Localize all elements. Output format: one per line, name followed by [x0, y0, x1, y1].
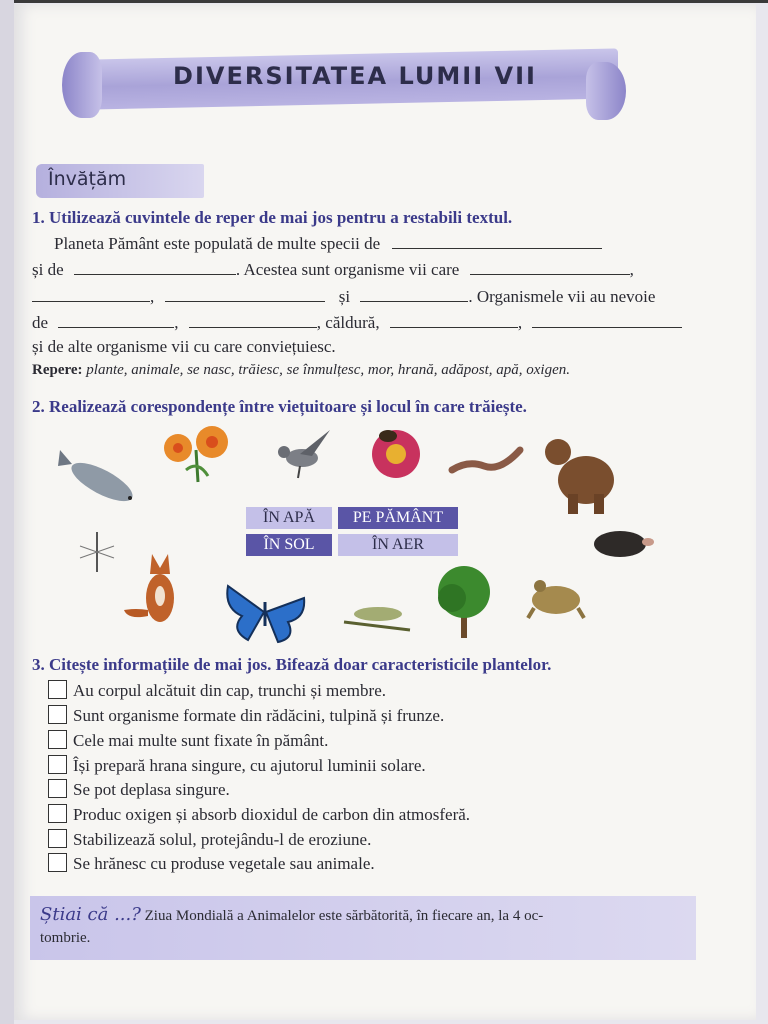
section-tab-label: Învățăm — [48, 168, 127, 190]
fill-blank[interactable] — [390, 313, 518, 328]
checklist-item — [48, 755, 426, 776]
checklist-item-label: Stabilizează solul, protejându-l de eroziune. — [73, 830, 372, 849]
q1-line-2 — [32, 260, 634, 280]
mosquito-icon[interactable] — [76, 528, 118, 576]
checkbox[interactable] — [48, 755, 67, 774]
fact-body-2: tombrie. — [40, 930, 91, 946]
q1-text: . Organismele vii au nevoie — [468, 287, 656, 306]
checklist-item — [48, 853, 375, 874]
checkbox[interactable] — [48, 779, 67, 798]
banner-curl-left — [62, 52, 102, 118]
q1-text: de — [32, 313, 49, 332]
fill-blank[interactable] — [470, 260, 630, 275]
fox-icon[interactable] — [122, 550, 186, 628]
q1-text: și — [338, 287, 351, 306]
checklist-item-label: Își prepară hrana singure, cu ajutorul luminii solare. — [73, 756, 426, 775]
checklist-item-label: Cele mai multe sunt fixate în pământ. — [73, 731, 329, 750]
q3-heading: 3. Citește informațiile de mai jos. Bifează doar caracteristicile plantelor. — [32, 655, 552, 674]
label-in-aer[interactable]: ÎN AER — [338, 534, 458, 556]
q1-text: , — [517, 313, 523, 332]
q1-text: Planeta Pământ este populată de multe specii de — [54, 234, 381, 253]
checklist-item — [48, 730, 328, 751]
checklist-item — [48, 705, 444, 726]
checklist-item — [48, 680, 386, 701]
checklist-item-label: Au corpul alcătuit din cap, trunchi și membre. — [73, 681, 386, 700]
fill-blank[interactable] — [32, 287, 150, 302]
fill-blank[interactable] — [392, 234, 602, 249]
fill-blank[interactable] — [165, 287, 325, 302]
checklist-item — [48, 829, 371, 850]
bear-icon[interactable] — [542, 430, 618, 518]
q1-heading: 1. Utilizează cuvintele de reper de mai jos pentru a restabili textul. — [32, 208, 513, 227]
checkbox[interactable] — [48, 730, 67, 749]
label-in-sol[interactable]: ÎN SOL — [246, 534, 332, 556]
checklist-item — [48, 779, 230, 800]
fill-blank[interactable] — [58, 313, 174, 328]
q1-line-4 — [32, 313, 682, 333]
q1-text: , căldură, — [316, 313, 380, 332]
checkbox[interactable] — [48, 705, 67, 724]
fill-blank[interactable] — [360, 287, 468, 302]
checkbox[interactable] — [48, 804, 67, 823]
checklist-item-label: Produc oxigen și absorb dioxidul de carbon din atmosferă. — [73, 805, 471, 824]
label-pe-pamant[interactable]: PE PĂMÂNT — [338, 507, 458, 529]
label-in-apa[interactable]: ÎN APĂ — [246, 507, 332, 529]
fact-body-1: Ziua Mondială a Animalelor este sărbătorită, în fiecare an, la 4 oc- — [144, 908, 544, 924]
q1-text: , — [150, 287, 155, 306]
page-binding-edge — [0, 0, 14, 1024]
checkbox[interactable] — [48, 829, 67, 848]
q1-repere — [32, 362, 570, 379]
frog-icon[interactable] — [526, 572, 586, 622]
mole-icon[interactable] — [590, 522, 656, 562]
page-top-edge — [0, 0, 768, 3]
q1-text: , — [629, 260, 634, 279]
checkbox[interactable] — [48, 680, 67, 699]
bird-icon[interactable] — [272, 424, 334, 480]
fact-box — [30, 896, 696, 960]
fact-text — [40, 904, 690, 949]
fill-blank[interactable] — [189, 313, 317, 328]
q1-text: , — [174, 313, 179, 332]
q1-line-1 — [54, 234, 602, 254]
q1-line-5: și de alte organisme vii cu care conviețuiesc. — [32, 337, 336, 356]
checklist-item-label: Se pot deplasa singure. — [73, 780, 230, 799]
fill-blank[interactable] — [74, 260, 236, 275]
fill-blank[interactable] — [532, 313, 682, 328]
checklist-item-label: Sunt organisme formate din rădăcini, tulpină și frunze. — [73, 706, 445, 725]
q1-line-3 — [32, 287, 655, 307]
repere-words: plante, animale, se nasc, trăiesc, se înmulțesc, mor, hrană, adăpost, apă, oxigen. — [86, 362, 570, 378]
q1-text: . Acestea sunt organisme vii care — [235, 260, 460, 279]
lily-flower-icon[interactable] — [156, 420, 238, 484]
earthworm-icon[interactable] — [448, 440, 524, 480]
banner-curl-right — [586, 62, 626, 120]
q1-text: și de — [32, 260, 64, 279]
q2-heading: 2. Realizează corespondențe între viețuitoare și locul în care trăiește. — [32, 397, 527, 416]
checklist-item-label: Se hrănesc cu produse vegetale sau animale. — [73, 854, 375, 873]
checklist-item — [48, 804, 470, 825]
section-tab — [36, 164, 204, 198]
fish-icon[interactable] — [54, 444, 144, 510]
dragonfly-icon[interactable] — [338, 600, 412, 640]
butterfly-icon[interactable] — [222, 582, 308, 646]
page-title: DIVERSITATEA LUMII VII — [173, 62, 537, 90]
checkbox[interactable] — [48, 853, 67, 872]
tree-icon[interactable] — [432, 564, 496, 640]
repere-label: Repere: — [32, 362, 83, 378]
title-banner — [60, 48, 626, 120]
fact-lead: Știai că ...? — [40, 904, 141, 925]
bee-on-flower-icon[interactable] — [360, 422, 432, 480]
